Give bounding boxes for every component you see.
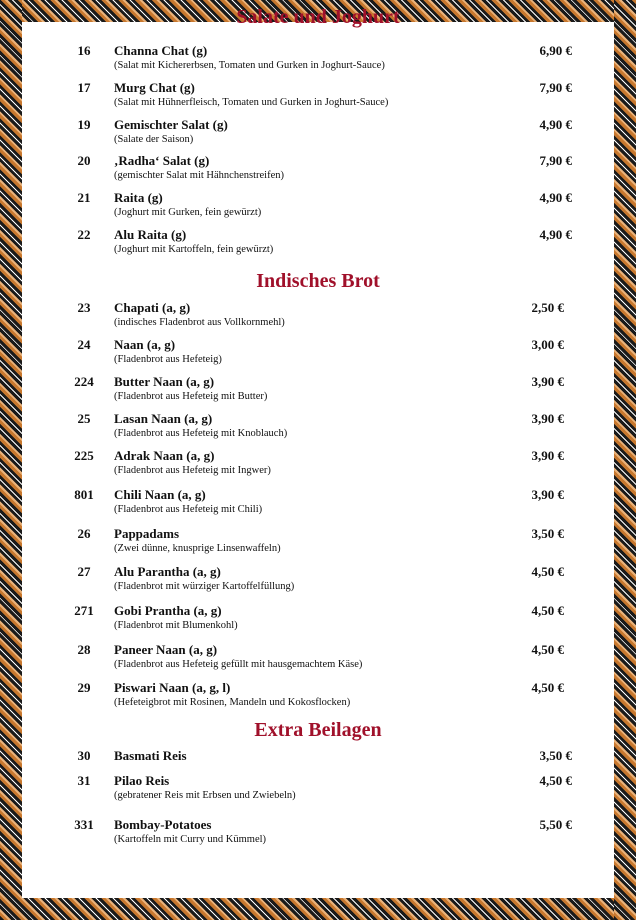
item-name: Gobi Prantha (a, g) [114, 603, 222, 618]
item-description: (Joghurt mit Gurken, fein gewürzt) [114, 207, 262, 218]
item-number: 27 [77, 564, 91, 579]
section-title: Salate und Joghurt [236, 6, 400, 28]
item-name: Bombay-Potatoes [114, 817, 212, 832]
item-number: 801 [74, 487, 94, 502]
item-description: (Salate der Saison) [114, 134, 194, 145]
item-description: (Fladenbrot aus Hefeteig gefüllt mit hausgemachtem Käse) [114, 659, 363, 670]
item-name: Adrak Naan (a, g) [114, 448, 215, 463]
item-number: 30 [77, 748, 91, 763]
item-name: Basmati Reis [114, 748, 187, 763]
item-description: (Hefeteigbrot mit Rosinen, Mandeln und Kokosflocken) [114, 697, 351, 708]
item-description: (Kartoffeln mit Curry und Kümmel) [114, 834, 267, 845]
item-number: 24 [77, 337, 91, 352]
item-name: Gemischter Salat (g) [114, 117, 228, 132]
item-description: (Salat mit Hühnerfleisch, Tomaten und Gurken in Joghurt-Sauce) [114, 97, 389, 108]
item-description: (Zwei dünne, knusprige Linsenwaffeln) [114, 543, 281, 554]
item-number: 20 [77, 153, 91, 168]
item-description: (Fladenbrot mit würziger Kartoffelfüllung) [114, 581, 295, 592]
item-name: Channa Chat (g) [114, 43, 208, 58]
item-number: 29 [77, 680, 91, 695]
item-price: 3,90 € [531, 411, 564, 426]
item-name: Chapati (a, g) [114, 300, 191, 315]
item-number: 31 [77, 773, 91, 788]
item-number: 21 [77, 190, 91, 205]
item-description: (Fladenbrot aus Hefeteig) [114, 354, 222, 365]
item-price: 4,50 € [539, 773, 572, 788]
menu-content [22, 6, 614, 898]
item-price: 3,90 € [531, 448, 564, 463]
item-description: (Fladenbrot aus Hefeteig mit Knoblauch) [114, 428, 288, 439]
item-description: (indisches Fladenbrot aus Vollkornmehl) [114, 317, 285, 328]
section-title: Indisches Brot [256, 270, 380, 292]
item-name: Murg Chat (g) [114, 80, 195, 95]
item-price: 3,50 € [539, 748, 572, 763]
item-number: 19 [77, 117, 91, 132]
item-name: Naan (a, g) [114, 337, 176, 352]
item-description: (Joghurt mit Kartoffeln, fein gewürzt) [114, 244, 274, 255]
ornamental-border-right [614, 0, 636, 920]
item-price: 4,50 € [531, 603, 564, 618]
item-name: Paneer Naan (a, g) [114, 642, 218, 657]
item-name: Raita (g) [114, 190, 163, 205]
item-number: 23 [77, 300, 91, 315]
item-price: 4,50 € [531, 642, 564, 657]
item-price: 6,90 € [539, 43, 572, 58]
item-name: Alu Parantha (a, g) [114, 564, 221, 579]
item-number: 28 [77, 642, 91, 657]
item-price: 3,50 € [531, 526, 564, 541]
item-description: (gemischter Salat mit Hähnchenstreifen) [114, 170, 284, 181]
item-name: Alu Raita (g) [114, 227, 187, 242]
item-name: Lasan Naan (a, g) [114, 411, 213, 426]
item-number: 16 [77, 43, 91, 58]
item-description: (gebratener Reis mit Erbsen und Zwiebeln) [114, 790, 296, 801]
item-price: 4,90 € [539, 227, 572, 242]
item-price: 4,90 € [539, 117, 572, 132]
item-number: 26 [77, 526, 91, 541]
item-name: ‚Radha‘ Salat (g) [114, 153, 210, 168]
section-title: Extra Beilagen [254, 719, 382, 741]
item-name: Pappadams [114, 526, 180, 541]
item-price: 7,90 € [539, 80, 572, 95]
item-description: (Salat mit Kichererbsen, Tomaten und Gurken in Joghurt-Sauce) [114, 60, 385, 71]
item-name: Pilao Reis [114, 773, 170, 788]
item-price: 3,90 € [531, 374, 564, 389]
item-price: 7,90 € [539, 153, 572, 168]
item-number: 225 [74, 448, 94, 463]
item-description: (Fladenbrot aus Hefeteig mit Butter) [114, 391, 268, 402]
item-number: 22 [77, 227, 91, 242]
ornamental-border-left [0, 0, 22, 920]
item-number: 17 [77, 80, 91, 95]
item-price: 3,90 € [531, 487, 564, 502]
item-price: 2,50 € [531, 300, 564, 315]
item-name: Chili Naan (a, g) [114, 487, 206, 502]
item-price: 3,00 € [531, 337, 564, 352]
item-description: (Fladenbrot aus Hefeteig mit Ingwer) [114, 465, 271, 476]
item-number: 224 [74, 374, 94, 389]
item-description: (Fladenbrot aus Hefeteig mit Chili) [114, 504, 263, 515]
item-number: 331 [74, 817, 94, 832]
item-name: Piswari Naan (a, g, l) [114, 680, 231, 695]
item-price: 4,90 € [539, 190, 572, 205]
item-number: 25 [77, 411, 91, 426]
item-name: Butter Naan (a, g) [114, 374, 215, 389]
item-price: 4,50 € [531, 564, 564, 579]
item-price: 4,50 € [531, 680, 564, 695]
item-description: (Fladenbrot mit Blumenkohl) [114, 620, 238, 631]
ornamental-border-bottom [0, 898, 636, 920]
item-number: 271 [74, 603, 94, 618]
item-price: 5,50 € [539, 817, 572, 832]
